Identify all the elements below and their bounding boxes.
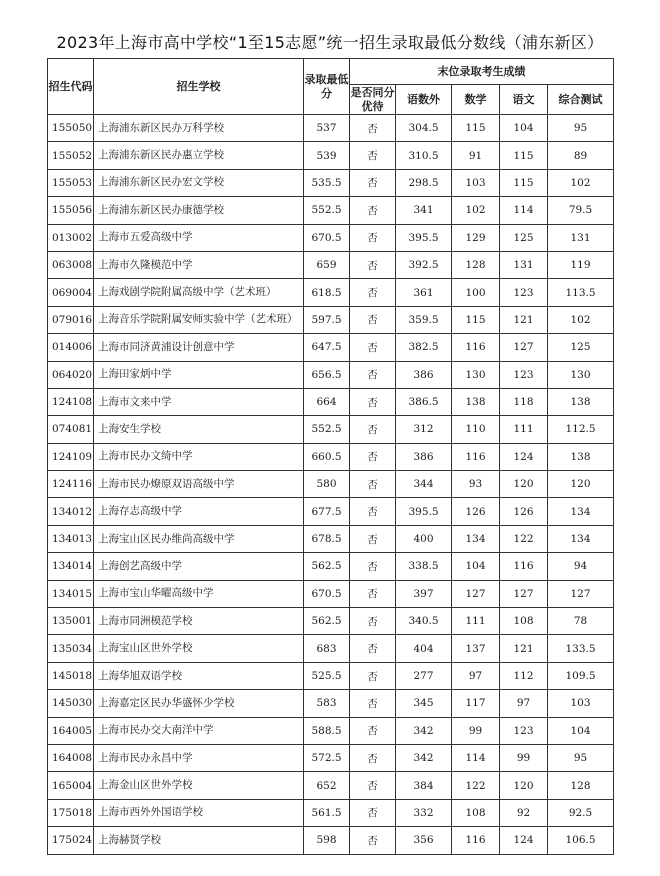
cell-priority: 否 <box>350 498 396 525</box>
cell-min-score: 525.5 <box>304 662 350 689</box>
cell-priority: 否 <box>350 553 396 580</box>
document-title: 2023年上海市高中学校“1至15志愿”统一招生录取最低分数线（浦东新区） <box>56 33 604 52</box>
cell-chinese: 118 <box>500 388 548 415</box>
cell-code: 155056 <box>48 197 94 224</box>
table-row <box>48 471 614 498</box>
cell-math: 134 <box>452 525 500 552</box>
cell-comprehensive: 138 <box>548 388 614 415</box>
cell-priority: 否 <box>350 525 396 552</box>
cell-code: 079016 <box>48 306 94 333</box>
cell-code: 063008 <box>48 251 94 278</box>
cell-code: 134012 <box>48 498 94 525</box>
cell-chinese: 120 <box>500 772 548 799</box>
cell-comprehensive: 94 <box>548 553 614 580</box>
cell-school: 上海创艺高级中学 <box>94 553 304 580</box>
cell-code: 145018 <box>48 662 94 689</box>
table-row <box>48 635 614 662</box>
cell-code: 124116 <box>48 471 94 498</box>
cell-comprehensive: 127 <box>548 580 614 607</box>
cell-school: 上海市西外外国语学校 <box>94 799 304 826</box>
cell-min-score: 656.5 <box>304 361 350 388</box>
cell-school: 上海市民办燎原双语高级中学 <box>94 471 304 498</box>
table-row <box>48 498 614 525</box>
cell-chinese: 115 <box>500 169 548 196</box>
cell-school: 上海市民办文绮中学 <box>94 443 304 470</box>
cell-total: 395.5 <box>396 224 452 251</box>
cell-total: 395.5 <box>396 498 452 525</box>
cell-total: 397 <box>396 580 452 607</box>
cell-total: 382.5 <box>396 334 452 361</box>
cell-total: 384 <box>396 772 452 799</box>
cell-chinese: 108 <box>500 608 548 635</box>
cell-priority: 否 <box>350 224 396 251</box>
cell-comprehensive: 79.5 <box>548 197 614 224</box>
cell-min-score: 552.5 <box>304 197 350 224</box>
cell-math: 115 <box>452 306 500 333</box>
cell-code: 145030 <box>48 690 94 717</box>
cell-chinese: 124 <box>500 443 548 470</box>
cell-total: 386 <box>396 361 452 388</box>
cell-priority: 否 <box>350 662 396 689</box>
cell-math: 126 <box>452 498 500 525</box>
table-row <box>48 361 614 388</box>
cell-chinese: 126 <box>500 498 548 525</box>
cell-min-score: 659 <box>304 251 350 278</box>
cell-chinese: 123 <box>500 279 548 306</box>
cell-priority: 否 <box>350 306 396 333</box>
cell-total: 341 <box>396 197 452 224</box>
cell-school: 上海赫贤学校 <box>94 827 304 854</box>
header-min-score: 录取最低分 <box>304 59 350 115</box>
table-row <box>48 717 614 744</box>
cell-code: 013002 <box>48 224 94 251</box>
cell-math: 122 <box>452 772 500 799</box>
cell-priority: 否 <box>350 827 396 854</box>
cell-total: 404 <box>396 635 452 662</box>
cell-code: 164008 <box>48 744 94 771</box>
cell-total: 304.5 <box>396 115 452 142</box>
cell-priority: 否 <box>350 142 396 169</box>
table-row <box>48 279 614 306</box>
cell-comprehensive: 112.5 <box>548 416 614 443</box>
admission-score-table <box>47 58 614 855</box>
cell-code: 164005 <box>48 717 94 744</box>
cell-chinese: 99 <box>500 744 548 771</box>
cell-comprehensive: 95 <box>548 744 614 771</box>
cell-total: 392.5 <box>396 251 452 278</box>
table-body <box>48 115 614 855</box>
cell-school: 上海市同济黄浦设计创意中学 <box>94 334 304 361</box>
header-total: 语数外 <box>396 85 452 115</box>
cell-chinese: 92 <box>500 799 548 826</box>
cell-min-score: 561.5 <box>304 799 350 826</box>
cell-math: 117 <box>452 690 500 717</box>
table-row <box>48 306 614 333</box>
cell-school: 上海市民办交大南洋中学 <box>94 717 304 744</box>
cell-min-score: 660.5 <box>304 443 350 470</box>
cell-chinese: 115 <box>500 142 548 169</box>
table-row <box>48 580 614 607</box>
cell-min-score: 583 <box>304 690 350 717</box>
cell-math: 138 <box>452 388 500 415</box>
cell-school: 上海金山区世外学校 <box>94 772 304 799</box>
cell-math: 115 <box>452 115 500 142</box>
cell-total: 342 <box>396 744 452 771</box>
cell-min-score: 597.5 <box>304 306 350 333</box>
cell-min-score: 562.5 <box>304 608 350 635</box>
cell-school: 上海市民办永昌中学 <box>94 744 304 771</box>
table-row <box>48 115 614 142</box>
table-row <box>48 388 614 415</box>
cell-comprehensive: 113.5 <box>548 279 614 306</box>
table-row <box>48 608 614 635</box>
cell-comprehensive: 103 <box>548 690 614 717</box>
cell-min-score: 539 <box>304 142 350 169</box>
cell-chinese: 120 <box>500 471 548 498</box>
cell-priority: 否 <box>350 635 396 662</box>
cell-comprehensive: 106.5 <box>548 827 614 854</box>
header-school: 招生学校 <box>94 59 304 115</box>
cell-comprehensive: 120 <box>548 471 614 498</box>
cell-code: 069004 <box>48 279 94 306</box>
table-row <box>48 142 614 169</box>
cell-chinese: 97 <box>500 690 548 717</box>
cell-chinese: 121 <box>500 635 548 662</box>
header-chinese: 语文 <box>500 85 548 115</box>
table-row <box>48 443 614 470</box>
cell-school: 上海浦东新区民办惠立学校 <box>94 142 304 169</box>
cell-comprehensive: 134 <box>548 525 614 552</box>
cell-priority: 否 <box>350 608 396 635</box>
cell-comprehensive: 134 <box>548 498 614 525</box>
cell-chinese: 123 <box>500 361 548 388</box>
header-priority: 是否同分优待 <box>350 85 395 113</box>
cell-math: 137 <box>452 635 500 662</box>
cell-priority: 否 <box>350 115 396 142</box>
cell-school: 上海浦东新区民办宏文学校 <box>94 169 304 196</box>
cell-code: 064020 <box>48 361 94 388</box>
cell-min-score: 535.5 <box>304 169 350 196</box>
cell-code: 165004 <box>48 772 94 799</box>
cell-comprehensive: 92.5 <box>548 799 614 826</box>
cell-code: 124109 <box>48 443 94 470</box>
cell-priority: 否 <box>350 388 396 415</box>
cell-chinese: 123 <box>500 717 548 744</box>
cell-min-score: 647.5 <box>304 334 350 361</box>
cell-total: 400 <box>396 525 452 552</box>
cell-math: 130 <box>452 361 500 388</box>
cell-school: 上海市文来中学 <box>94 388 304 415</box>
table-row <box>48 799 614 826</box>
cell-comprehensive: 131 <box>548 224 614 251</box>
table-row <box>48 197 614 224</box>
cell-math: 128 <box>452 251 500 278</box>
cell-min-score: 537 <box>304 115 350 142</box>
cell-total: 310.5 <box>396 142 452 169</box>
cell-total: 312 <box>396 416 452 443</box>
cell-min-score: 664 <box>304 388 350 415</box>
cell-total: 356 <box>396 827 452 854</box>
cell-min-score: 670.5 <box>304 224 350 251</box>
cell-chinese: 122 <box>500 525 548 552</box>
cell-school: 上海田家炳中学 <box>94 361 304 388</box>
table-row <box>48 525 614 552</box>
cell-school: 上海嘉定区民办华盛怀少学校 <box>94 690 304 717</box>
cell-school: 上海音乐学院附属安师实验中学（艺术班） <box>94 306 304 333</box>
cell-code: 155052 <box>48 142 94 169</box>
cell-min-score: 598 <box>304 827 350 854</box>
cell-code: 074081 <box>48 416 94 443</box>
cell-math: 108 <box>452 799 500 826</box>
cell-total: 361 <box>396 279 452 306</box>
table-row <box>48 553 614 580</box>
cell-school: 上海浦东新区民办康德学校 <box>94 197 304 224</box>
cell-priority: 否 <box>350 580 396 607</box>
cell-comprehensive: 138 <box>548 443 614 470</box>
cell-math: 111 <box>452 608 500 635</box>
cell-comprehensive: 104 <box>548 717 614 744</box>
cell-total: 340.5 <box>396 608 452 635</box>
cell-chinese: 127 <box>500 580 548 607</box>
cell-code: 155050 <box>48 115 94 142</box>
cell-min-score: 572.5 <box>304 744 350 771</box>
cell-school: 上海市五爱高级中学 <box>94 224 304 251</box>
cell-math: 102 <box>452 197 500 224</box>
cell-comprehensive: 119 <box>548 251 614 278</box>
cell-priority: 否 <box>350 443 396 470</box>
cell-chinese: 104 <box>500 115 548 142</box>
cell-comprehensive: 78 <box>548 608 614 635</box>
cell-total: 298.5 <box>396 169 452 196</box>
cell-code: 175024 <box>48 827 94 854</box>
cell-math: 99 <box>452 717 500 744</box>
cell-chinese: 114 <box>500 197 548 224</box>
cell-total: 277 <box>396 662 452 689</box>
cell-code: 014006 <box>48 334 94 361</box>
table-row <box>48 690 614 717</box>
cell-math: 97 <box>452 662 500 689</box>
cell-comprehensive: 128 <box>548 772 614 799</box>
cell-math: 93 <box>452 471 500 498</box>
cell-comprehensive: 109.5 <box>548 662 614 689</box>
cell-school: 上海存志高级中学 <box>94 498 304 525</box>
table-row <box>48 334 614 361</box>
cell-math: 104 <box>452 553 500 580</box>
cell-comprehensive: 102 <box>548 169 614 196</box>
cell-comprehensive: 95 <box>548 115 614 142</box>
header-code: 招生代码 <box>48 59 94 115</box>
cell-total: 386 <box>396 443 452 470</box>
cell-school: 上海市宝山华曜高级中学 <box>94 580 304 607</box>
cell-priority: 否 <box>350 772 396 799</box>
table-row <box>48 744 614 771</box>
cell-code: 134015 <box>48 580 94 607</box>
cell-school: 上海宝山区世外学校 <box>94 635 304 662</box>
cell-math: 100 <box>452 279 500 306</box>
cell-chinese: 112 <box>500 662 548 689</box>
cell-code: 135034 <box>48 635 94 662</box>
table-row <box>48 416 614 443</box>
cell-priority: 否 <box>350 744 396 771</box>
cell-school: 上海戏剧学院附属高级中学（艺术班） <box>94 279 304 306</box>
table-row <box>48 224 614 251</box>
cell-total: 344 <box>396 471 452 498</box>
table-row <box>48 169 614 196</box>
cell-school: 上海宝山区民办维尚高级中学 <box>94 525 304 552</box>
cell-total: 386.5 <box>396 388 452 415</box>
cell-school: 上海华旭双语学校 <box>94 662 304 689</box>
cell-priority: 否 <box>350 416 396 443</box>
header-math: 数学 <box>452 85 500 115</box>
cell-chinese: 125 <box>500 224 548 251</box>
cell-school: 上海市久隆模范中学 <box>94 251 304 278</box>
cell-min-score: 670.5 <box>304 580 350 607</box>
cell-comprehensive: 125 <box>548 334 614 361</box>
cell-priority: 否 <box>350 717 396 744</box>
cell-math: 91 <box>452 142 500 169</box>
cell-school: 上海市同洲模范学校 <box>94 608 304 635</box>
cell-chinese: 116 <box>500 553 548 580</box>
cell-priority: 否 <box>350 361 396 388</box>
cell-min-score: 683 <box>304 635 350 662</box>
cell-math: 116 <box>452 443 500 470</box>
cell-min-score: 580 <box>304 471 350 498</box>
cell-priority: 否 <box>350 334 396 361</box>
cell-math: 129 <box>452 224 500 251</box>
cell-chinese: 124 <box>500 827 548 854</box>
cell-code: 134014 <box>48 553 94 580</box>
cell-priority: 否 <box>350 169 396 196</box>
cell-math: 127 <box>452 580 500 607</box>
cell-min-score: 562.5 <box>304 553 350 580</box>
table-row <box>48 662 614 689</box>
cell-code: 124108 <box>48 388 94 415</box>
cell-math: 116 <box>452 827 500 854</box>
table-row <box>48 772 614 799</box>
table-row <box>48 827 614 854</box>
cell-chinese: 127 <box>500 334 548 361</box>
cell-min-score: 652 <box>304 772 350 799</box>
cell-comprehensive: 102 <box>548 306 614 333</box>
cell-priority: 否 <box>350 197 396 224</box>
cell-priority: 否 <box>350 690 396 717</box>
cell-total: 338.5 <box>396 553 452 580</box>
header-comprehensive: 综合测试 <box>548 85 614 115</box>
cell-min-score: 552.5 <box>304 416 350 443</box>
cell-total: 345 <box>396 690 452 717</box>
cell-code: 134013 <box>48 525 94 552</box>
cell-total: 342 <box>396 717 452 744</box>
cell-code: 135001 <box>48 608 94 635</box>
cell-math: 110 <box>452 416 500 443</box>
cell-chinese: 131 <box>500 251 548 278</box>
cell-math: 103 <box>452 169 500 196</box>
cell-math: 114 <box>452 744 500 771</box>
cell-min-score: 677.5 <box>304 498 350 525</box>
cell-school: 上海浦东新区民办万科学校 <box>94 115 304 142</box>
cell-school: 上海安生学校 <box>94 416 304 443</box>
cell-min-score: 588.5 <box>304 717 350 744</box>
cell-chinese: 121 <box>500 306 548 333</box>
header-last-admitted-scores: 末位录取考生成绩 <box>350 59 614 85</box>
cell-min-score: 678.5 <box>304 525 350 552</box>
cell-priority: 否 <box>350 279 396 306</box>
cell-priority: 否 <box>350 799 396 826</box>
cell-code: 175018 <box>48 799 94 826</box>
cell-code: 155053 <box>48 169 94 196</box>
cell-min-score: 618.5 <box>304 279 350 306</box>
cell-math: 116 <box>452 334 500 361</box>
cell-total: 359.5 <box>396 306 452 333</box>
cell-priority: 否 <box>350 251 396 278</box>
cell-priority: 否 <box>350 471 396 498</box>
cell-total: 332 <box>396 799 452 826</box>
cell-chinese: 111 <box>500 416 548 443</box>
cell-comprehensive: 133.5 <box>548 635 614 662</box>
cell-comprehensive: 130 <box>548 361 614 388</box>
cell-comprehensive: 89 <box>548 142 614 169</box>
table-row <box>48 251 614 278</box>
